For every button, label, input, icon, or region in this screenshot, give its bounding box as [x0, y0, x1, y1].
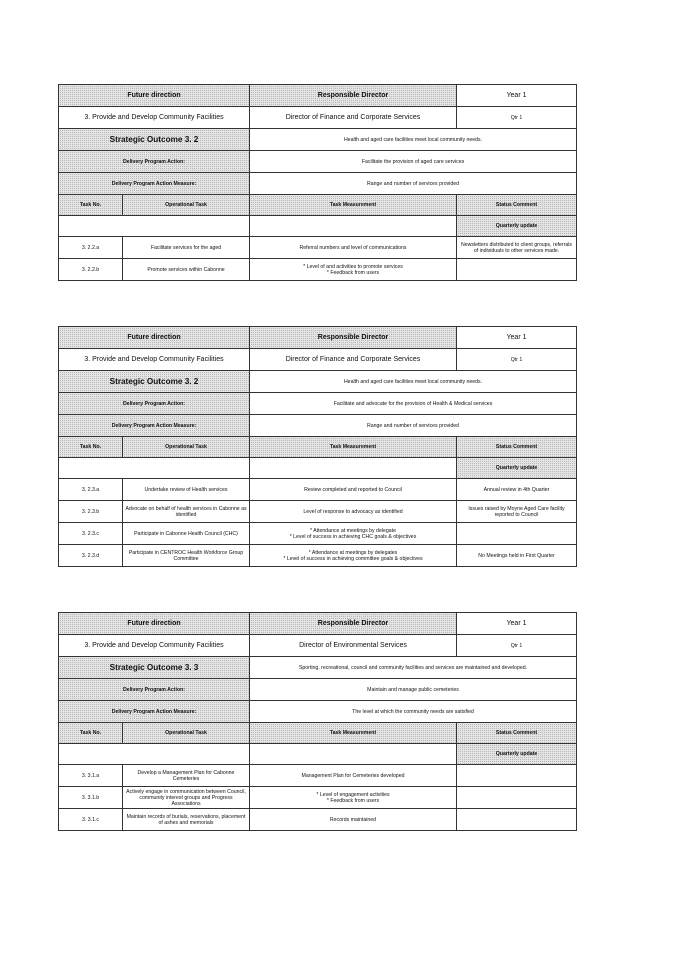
year-label: Year 1	[457, 613, 577, 635]
measure-text: Range and number of services provided	[250, 415, 577, 437]
future-direction-label: Future direction	[59, 613, 250, 635]
col-status-comment: Status Comment	[457, 723, 577, 744]
task-no: 3. 2.3.c	[59, 523, 123, 545]
blank-cell	[59, 744, 250, 765]
table-row	[59, 765, 577, 787]
action-text: Facilitate and advocate for the provision of Health & Medical services	[250, 393, 577, 415]
status-comment: Annual review in 4th Quarter	[457, 479, 577, 501]
responsible-director-label: Responsible Director	[250, 613, 457, 635]
task-no: 3. 2.3.d	[59, 545, 123, 567]
blank-cell	[59, 458, 250, 479]
measure-label: Delivery Program Action Measure:	[59, 415, 250, 437]
quarter-label: Qtr 1	[457, 635, 577, 657]
col-task-measurement: Task Measurement	[250, 723, 457, 744]
operational-task: Maintain records of burials, reservations, placement of ashes and memorials	[123, 809, 250, 831]
responsible-director-label: Responsible Director	[250, 85, 457, 107]
quarterly-update-label: Quarterly update	[457, 216, 577, 237]
task-no: 3. 3.1.a	[59, 765, 123, 787]
operational-task: Advocate on behalf of health services in Cabonne as identified	[123, 501, 250, 523]
plan-table	[58, 84, 577, 281]
col-task-no: Task No.	[59, 195, 123, 216]
task-measurement: * Level of and activities to promote services * Feedback from users	[250, 259, 457, 281]
col-operational-task: Operational Task	[123, 437, 250, 458]
blank-cell	[59, 216, 250, 237]
operational-task: Develop a Management Plan for Cabonne Cemeteries	[123, 765, 250, 787]
future-direction-value: 3. Provide and Develop Community Facilities	[59, 107, 250, 129]
task-measurement: Level of response to advocacy as identified	[250, 501, 457, 523]
future-direction-label: Future direction	[59, 85, 250, 107]
quarter-label: Qtr 1	[457, 349, 577, 371]
status-comment: Issues raised by Moyne Aged Care facility reported to Council	[457, 501, 577, 523]
table-row	[59, 809, 577, 831]
action-label: Delivery Program Action:	[59, 679, 250, 701]
year-label: Year 1	[457, 85, 577, 107]
measure-text: The level at which the community needs are satisfied	[250, 701, 577, 723]
task-no: 3. 3.1.c	[59, 809, 123, 831]
task-no: 3. 3.1.b	[59, 787, 123, 809]
outcome-text: Sporting, recreational, council and community facilities and services are maintained and developed.	[250, 657, 577, 679]
measure-label: Delivery Program Action Measure:	[59, 701, 250, 723]
col-operational-task: Operational Task	[123, 195, 250, 216]
measure-label: Delivery Program Action Measure:	[59, 173, 250, 195]
status-comment	[457, 523, 577, 545]
action-text: Facilitate the provision of aged care services	[250, 151, 577, 173]
plan-table	[58, 326, 577, 567]
col-task-measurement: Task Measurement	[250, 195, 457, 216]
col-status-comment: Status Comment	[457, 195, 577, 216]
director-value: Director of Environmental Services	[250, 635, 457, 657]
plan-block-1	[58, 84, 576, 281]
operational-task: Undertake review of Health services	[123, 479, 250, 501]
status-comment	[457, 765, 577, 787]
strategic-outcome: Strategic Outcome 3. 2	[59, 129, 250, 151]
status-comment	[457, 787, 577, 809]
operational-task: Participate in Cabonne Health Council (CHC)	[123, 523, 250, 545]
blank-cell	[250, 458, 457, 479]
action-label: Delivery Program Action:	[59, 393, 250, 415]
outcome-text: Health and aged care facilities meet local community needs.	[250, 129, 577, 151]
director-value: Director of Finance and Corporate Services	[250, 107, 457, 129]
future-direction-value: 3. Provide and Develop Community Facilities	[59, 635, 250, 657]
strategic-outcome: Strategic Outcome 3. 2	[59, 371, 250, 393]
col-task-no: Task No.	[59, 437, 123, 458]
col-task-measurement: Task Measurement	[250, 437, 457, 458]
task-no: 3. 2.3.b	[59, 501, 123, 523]
operational-task: Facilitate services for the aged	[123, 237, 250, 259]
table-row	[59, 259, 577, 281]
status-comment	[457, 809, 577, 831]
col-status-comment: Status Comment	[457, 437, 577, 458]
task-no: 3. 2.2.b	[59, 259, 123, 281]
task-measurement: * Level of engagement activities * Feedback from users	[250, 787, 457, 809]
quarterly-update-label: Quarterly update	[457, 458, 577, 479]
operational-task: Actively engage in communication between Council, community interest groups and Progress Associations	[123, 787, 250, 809]
action-text: Maintain and manage public cemeteries	[250, 679, 577, 701]
task-measurement: Review completed and reported to Council	[250, 479, 457, 501]
year-label: Year 1	[457, 327, 577, 349]
plan-block-2	[58, 326, 576, 567]
future-direction-label: Future direction	[59, 327, 250, 349]
table-row	[59, 479, 577, 501]
director-value: Director of Finance and Corporate Services	[250, 349, 457, 371]
plan-table	[58, 612, 577, 831]
task-no: 3. 2.2.a	[59, 237, 123, 259]
operational-task: Participate in CENTROC Health Workforce Group Committee	[123, 545, 250, 567]
table-row	[59, 545, 577, 567]
measure-text: Range and number of services provided	[250, 173, 577, 195]
task-no: 3. 2.3.a	[59, 479, 123, 501]
strategic-outcome: Strategic Outcome 3. 3	[59, 657, 250, 679]
task-measurement: * Attendance at meetings by delegates * Level of success in achieving committee goals & objectives	[250, 545, 457, 567]
blank-cell	[250, 216, 457, 237]
task-measurement: Management Plan for Cemeteries developed	[250, 765, 457, 787]
status-comment: No Meetings held in First Quarter	[457, 545, 577, 567]
task-measurement: Records maintained	[250, 809, 457, 831]
status-comment	[457, 259, 577, 281]
table-row	[59, 501, 577, 523]
responsible-director-label: Responsible Director	[250, 327, 457, 349]
future-direction-value: 3. Provide and Develop Community Facilities	[59, 349, 250, 371]
operational-task: Promote services within Cabonne	[123, 259, 250, 281]
blank-cell	[250, 744, 457, 765]
plan-block-3	[58, 612, 576, 831]
quarterly-update-label: Quarterly update	[457, 744, 577, 765]
table-row	[59, 523, 577, 545]
quarter-label: Qtr 1	[457, 107, 577, 129]
status-comment: Newsletters distributed to client groups, referrals of individuals to other services made.	[457, 237, 577, 259]
task-measurement: Referral numbers and level of communications	[250, 237, 457, 259]
action-label: Delivery Program Action:	[59, 151, 250, 173]
col-task-no: Task No.	[59, 723, 123, 744]
outcome-text: Health and aged care facilities meet local community needs.	[250, 371, 577, 393]
table-row	[59, 787, 577, 809]
col-operational-task: Operational Task	[123, 723, 250, 744]
task-measurement: * Attendance at meetings by delegate * Level of success in achieving CHC goals & objectives	[250, 523, 457, 545]
table-row	[59, 237, 577, 259]
